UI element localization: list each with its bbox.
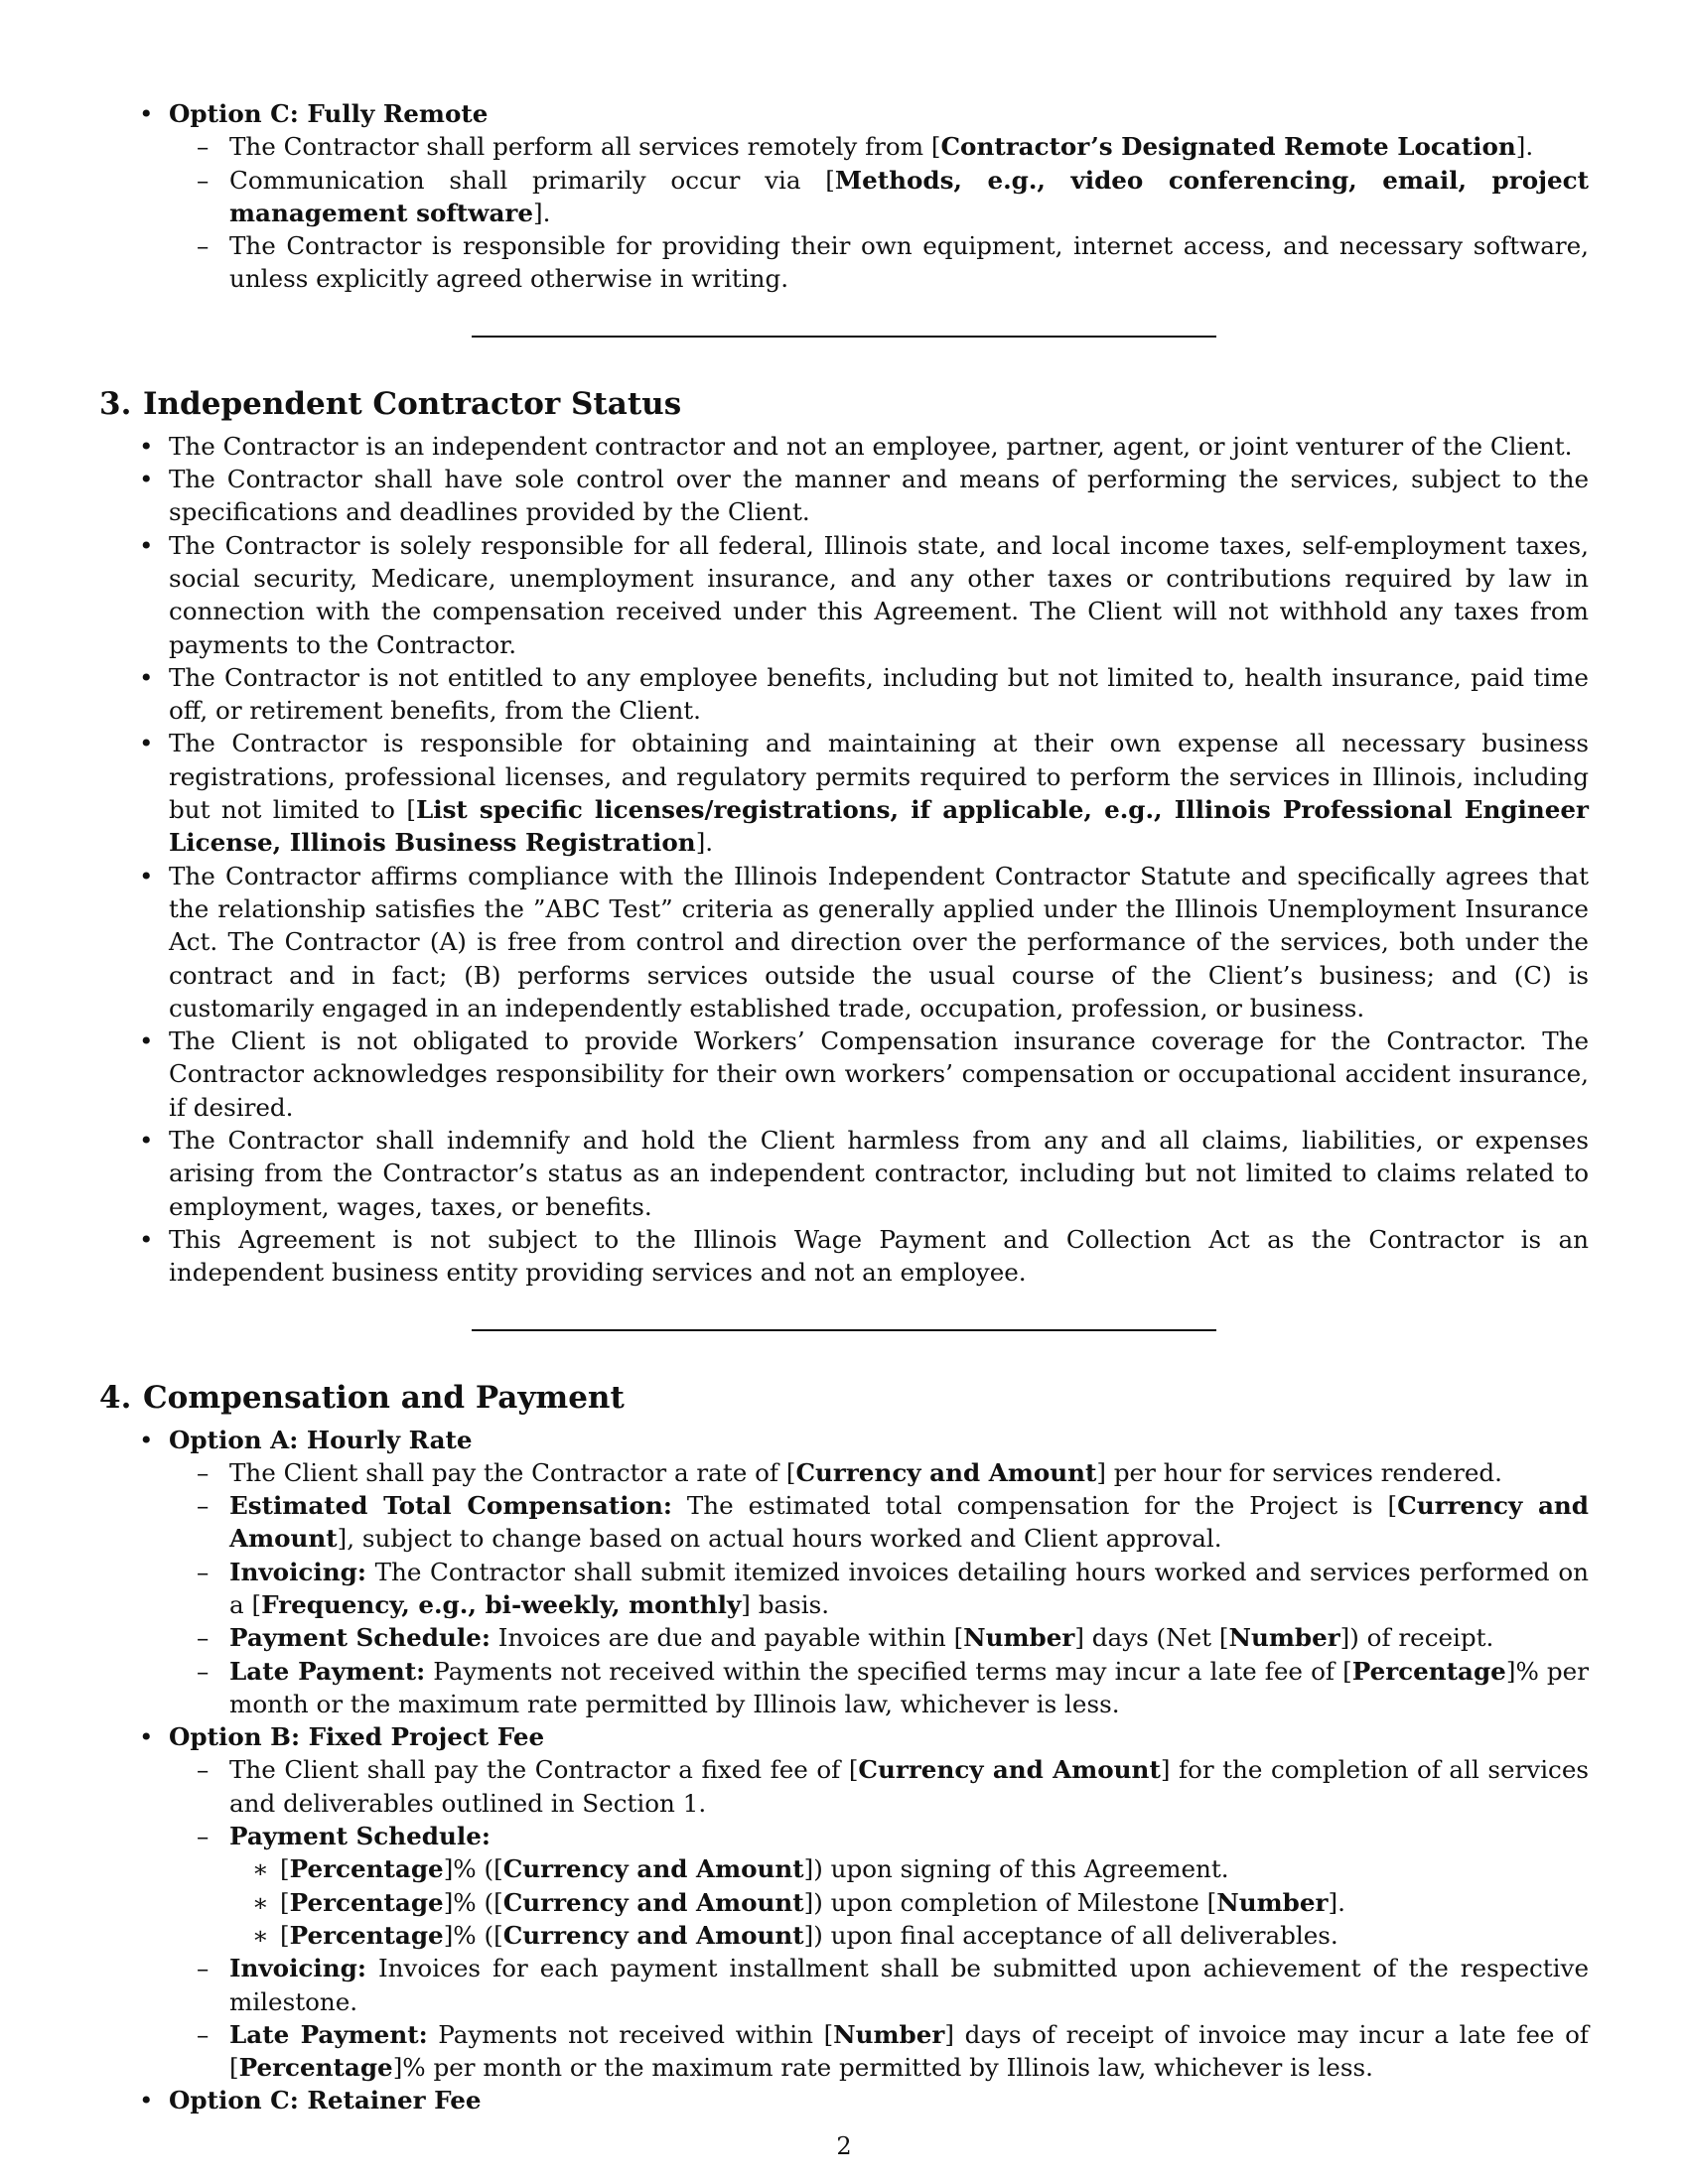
- list-item: ∗ [Percentage]% ([Currency and Amount]) upon completion of Milestone [Number].: [169, 1886, 1589, 1919]
- option-c-remote: [99, 97, 1589, 296]
- list-item: • The Contractor affirms compliance with the Illinois Independent Contractor Statute and specifically agrees that the relationship satisfies the ”ABC Test” criteria as generally applied under the Illinois Unemployment Insurance Act. The Contractor (A) is free from control and direction over the performance of the services, both under the contract and in fact; (B) performs services outside the usual course of the Client’s business; and (C) is customarily engaged in an independently established trade, occupation, profession, or business.: [99, 860, 1589, 1024]
- list-item: – The Client shall pay the Contractor a fixed fee of [Currency and Amount] for the completion of all services and deliverables outlined in Section 1.: [169, 1753, 1589, 1820]
- section-4-heading: 4. Compensation and Payment: [99, 1379, 625, 1416]
- list-item: • The Client is not obligated to provide Workers’ Compensation insurance coverage for the Contractor. The Contractor acknowledges responsibility for their own workers’ compensation or occupational accident insurance, if desired.: [99, 1024, 1589, 1124]
- list-item: – Communication shall primarily occur via [Methods, e.g., video conferencing, email, project management software].: [169, 164, 1589, 230]
- option-a-items: [99, 1456, 1589, 1720]
- list-item: • The Contractor shall indemnify and hold the Client harmless from any and all claims, liabilities, or expenses arising from the Contractor’s status as an independent contractor, including but not limited to claims related to employment, wages, taxes, or benefits.: [99, 1124, 1589, 1223]
- list-item: – Late Payment: Payments not received within the specified terms may incur a late fee of [Percentage]% per month or the maximum rate permitted by Illinois law, whichever is less.: [169, 1655, 1589, 1721]
- option-b-title: Option B: Fixed Project Fee: [169, 1722, 545, 1752]
- list-item: ∗ [Percentage]% ([Currency and Amount]) upon signing of this Agreement.: [169, 1852, 1589, 1885]
- remote-option-list: [99, 97, 1589, 296]
- option-b-items: [99, 1753, 1589, 2084]
- section-3-heading: 3. Independent Contractor Status: [99, 385, 682, 422]
- section-3-list: [99, 430, 1589, 1290]
- list-item: • The Contractor is responsible for obtaining and maintaining at their own expense all necessary business registrations, professional licenses, and regulatory permits required to perform the services in Illinois, including but not limited to [List specific licenses/registrations, if applicable, e.g., Illinois Professional Engineer License, Illinois Business Registration].: [99, 727, 1589, 859]
- list-item: • The Contractor is not entitled to any employee benefits, including but not limited to, health insurance, paid time off, or retirement benefits, from the Client.: [99, 661, 1589, 728]
- option-a-hourly: [99, 1424, 1589, 1721]
- page-number: 2: [836, 2132, 852, 2160]
- list-item: – The Contractor shall perform all services remotely from [Contractor’s Designated Remote Location].: [169, 130, 1589, 163]
- list-item: – The Client shall pay the Contractor a rate of [Currency and Amount] per hour for services rendered.: [169, 1456, 1589, 1489]
- list-item: • The Contractor is an independent contractor and not an employee, partner, agent, or joint venturer of the Client.: [99, 430, 1589, 463]
- option-b-fixed: [99, 1720, 1589, 2084]
- list-item: – Payment Schedule: ∗ [Percentage]% ([Currency and Amount]) upon signing of this Agreement. ∗ [Percentage]% ([Currency and Amount]) upon completion of Milestone [Number]. ∗ [Percentage]% ([Currency and Amount]) upon final acceptance of all deliverables.: [169, 1820, 1589, 1952]
- list-item: – Invoicing: Invoices for each payment installment shall be submitted upon achievement of the respective milestone.: [169, 1952, 1589, 2018]
- list-item: – Payment Schedule: Invoices are due and payable within [Number] days (Net [Number]) of receipt.: [169, 1621, 1589, 1654]
- option-c-retainer: [99, 2084, 1589, 2116]
- list-item: • The Contractor is solely responsible for all federal, Illinois state, and local income taxes, self-employment taxes, social security, Medicare, unemployment insurance, and any other taxes or contributions required by law in connection with the compensation received under this Agreement. The Client will not withhold any taxes from payments to the Contractor.: [99, 529, 1589, 661]
- option-c-remote-title: Option C: Fully Remote: [169, 99, 489, 128]
- list-item: – Late Payment: Payments not received within [Number] days of receipt of invoice may incur a late fee of [Percentage]% per month or the maximum rate permitted by Illinois law, whichever is less.: [169, 2018, 1589, 2085]
- list-item: – The Contractor is responsible for providing their own equipment, internet access, and necessary software, unless explicitly agreed otherwise in writing.: [169, 229, 1589, 296]
- option-c-remote-items: [99, 130, 1589, 295]
- list-item: – Invoicing: The Contractor shall submit itemized invoices detailing hours worked and services performed on a [Frequency, e.g., bi-weekly, monthly] basis.: [169, 1556, 1589, 1622]
- option-c-retainer-title: Option C: Retainer Fee: [169, 2086, 482, 2116]
- option-a-title: Option A: Hourly Rate: [169, 1425, 473, 1454]
- section-4-list: [99, 1424, 1589, 2117]
- list-item: ∗ [Percentage]% ([Currency and Amount]) upon final acceptance of all deliverables.: [169, 1919, 1589, 1952]
- section-divider: [472, 336, 1216, 338]
- section-divider: [472, 1329, 1216, 1331]
- payment-schedule-list: [169, 1852, 1589, 1952]
- document-body: [99, 97, 1589, 2117]
- list-item: • The Contractor shall have sole control over the manner and means of performing the services, subject to the specifications and deadlines provided by the Client.: [99, 463, 1589, 529]
- list-item: • This Agreement is not subject to the Illinois Wage Payment and Collection Act as the Contractor is an independent business entity providing services and not an employee.: [99, 1223, 1589, 1290]
- list-item: – Estimated Total Compensation: The estimated total compensation for the Project is [Currency and Amount], subject to change based on actual hours worked and Client approval.: [169, 1489, 1589, 1556]
